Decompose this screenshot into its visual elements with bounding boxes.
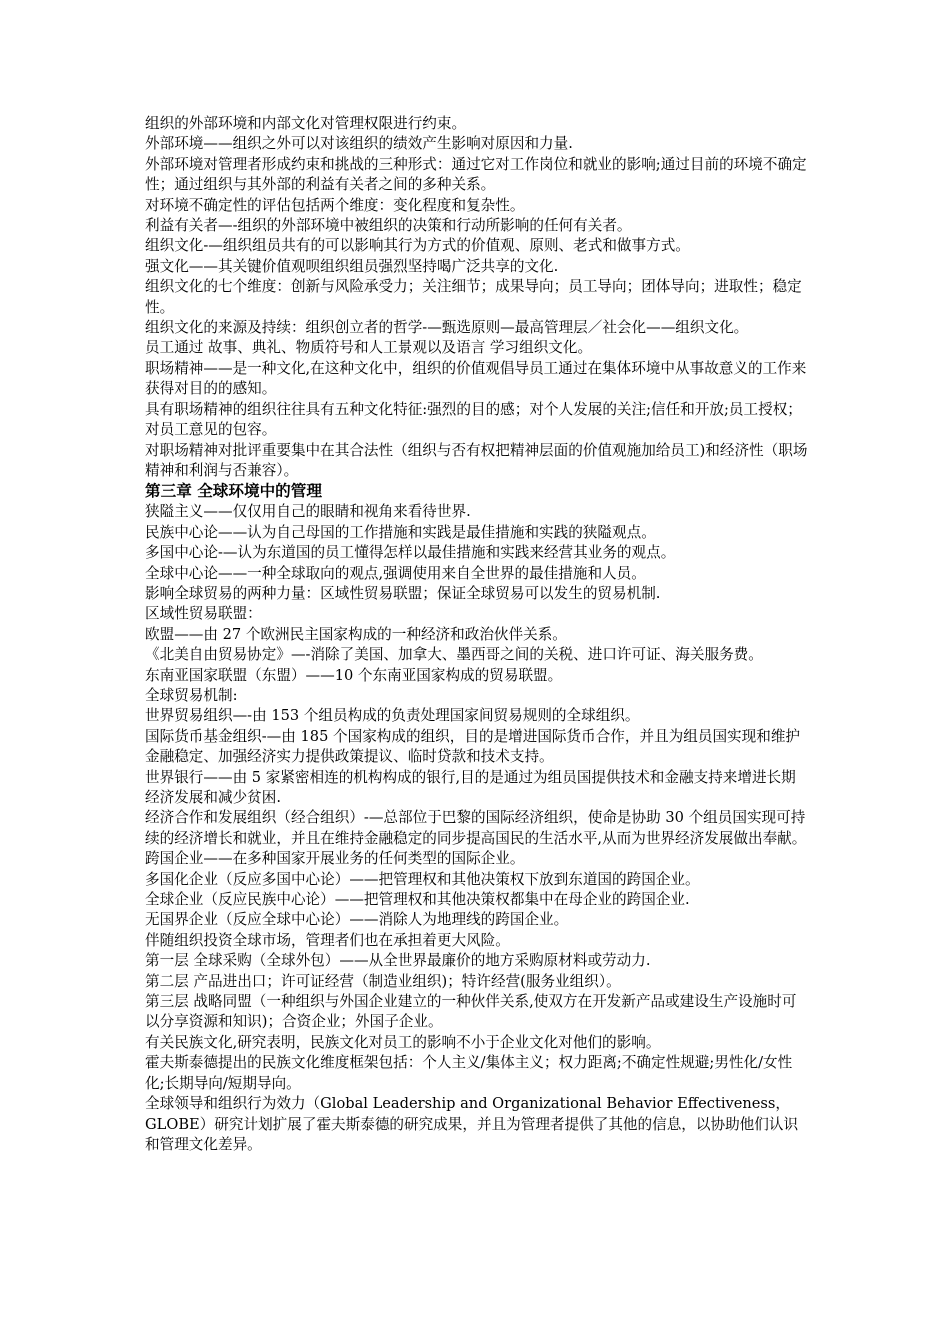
paragraph: 多国中心论-—认为东道国的员工懂得怎样以最佳措施和实践来经营其业务的观点。 [145, 544, 676, 562]
paragraph: 职场精神——是一种文化,在这种文化中，组织的价值观倡导员工通过在集体环境中从事故意义的工作来获得对目的的感知。 [145, 359, 807, 398]
paragraph: 外部环境对管理者形成约束和挑战的三种形式：通过它对工作岗位和就业的影响;通过目前的环境不确定性；通过组织与其外部的利益有关者之间的多种关系。 [145, 155, 807, 194]
paragraph: 影响全球贸易的两种力量：区域性贸易联盟；保证全球贸易可以发生的贸易机制. [145, 584, 661, 602]
paragraph: 全球领导和组织行为效力（Global Leadership and Organizational Behavior Effectiveness，GLOBE）研究计划扩展了霍夫斯泰德的研究成果，并且为管理者提供了其他的信息，以协助他们认识和管理文化差异。 [145, 1095, 799, 1153]
paragraph: 组织文化-—组织组员共有的可以影响其行为方式的价值观、原则、老式和做事方式。 [145, 237, 690, 255]
paragraph: 东南亚国家联盟（东盟）——10 个东南亚国家构成的贸易联盟。 [145, 666, 563, 684]
paragraph: 组织文化的来源及持续：组织创立者的哲学-—甄选原则—最高管理层／社会化——组织文化。 [145, 319, 749, 337]
paragraph: 区域性贸易联盟： [145, 605, 262, 623]
paragraph: 组织的外部环境和内部文化对管理权限进行约束。 [145, 115, 467, 132]
paragraph: 组织文化的七个维度：创新与风险承受力；关注细节；成果导向；员工导向；团体导向；进取性；稳定性。 [145, 278, 802, 316]
paragraph: 对环境不确定性的评估包括两个维度：变化程度和复杂性。 [145, 196, 525, 214]
paragraph: 对职场精神对批评重要集中在其合法性（组织与否有权把精神层面的价值观施加给员工)和经济性（职场精神和利润与否兼容）。 [145, 441, 808, 479]
paragraph: 经济合作和发展组织（经合组织）-—总部位于巴黎的国际经济组织，使命是协助 30 个组员国实现可持续的经济增长和就业，并且在维持金融稳定的同步提高国民的生活水平,从而为世界经济发展做出奉献。 [145, 809, 807, 847]
paragraph: 《北美自由贸易协定》—-消除了美国、加拿大、墨西哥之间的关税、进口许可证、海关服务费。 [145, 646, 763, 664]
chapter-heading: 第三章 全球环境中的管理 [145, 482, 322, 501]
paragraph: 有关民族文化,研究表明，民族文化对员工的影响不小于企业文化对他们的影响。 [145, 1033, 661, 1051]
body-text-after [145, 502, 810, 1155]
paragraph: 第一层 全球采购（全球外包）——从全世界最廉价的地方采购原材料或劳动力. [145, 952, 651, 970]
paragraph: 世界银行——由 5 家紧密相连的机构构成的银行,目的是通过为组员国提供技术和金融支持来增进长期经济发展和减少贫困. [145, 768, 796, 806]
paragraph: 无国界企业（反应全球中心论）——消除人为地理线的跨国企业。 [145, 911, 569, 929]
document-page [145, 114, 810, 1155]
paragraph: 欧盟——由 27 个欧洲民主国家构成的一种经济和政治伙伴关系。 [145, 625, 567, 643]
paragraph: 全球中心论——一种全球取向的观点,强调使用来自全世界的最佳措施和人员。 [145, 564, 646, 582]
paragraph: 狭隘主义——仅仅用自己的眼睛和视角来看待世界. [145, 503, 471, 521]
paragraph: 具有职场精神的组织往往具有五种文化特征:强烈的目的感；对个人发展的关注;信任和开放;员工授权；对员工意见的包容。 [145, 400, 802, 439]
paragraph: 世界贸易组织—-由 153 个组员构成的负责处理国家间贸易规则的全球组织。 [145, 707, 640, 725]
paragraph: 国际货币基金组织-—由 185 个国家构成的组织，目的是增进国际货币合作，并且为组员国实现和维护金融稳定、加强经济实力提供政策提议、临时贷款和技术支持。 [145, 727, 801, 766]
paragraph: 第二层 产品进出口；许可证经营（制造业组织)；特许经营(服务业组织）。 [145, 972, 621, 990]
paragraph: 霍夫斯泰德提出的民族文化维度框架包括：个人主义/集体主义；权力距离;不确定性规避;男性化/女性化;长期导向/短期导向。 [145, 1054, 793, 1092]
paragraph: 民族中心论——认为自己母国的工作措施和实践是最佳措施和实践的狭隘观点。 [145, 523, 656, 541]
paragraph: 全球企业（反应民族中心论）——把管理权和其他决策权都集中在母企业的跨国企业. [145, 891, 690, 909]
paragraph: 跨国企业——在多种国家开展业务的任何类型的国际企业。 [145, 850, 525, 868]
body-text-before [145, 114, 810, 481]
paragraph: 全球贸易机制: [145, 686, 238, 704]
paragraph: 多国化企业（反应多国中心论）——把管理权和其他决策权下放到东道国的跨国企业。 [145, 870, 700, 888]
paragraph: 伴随组织投资全球市场，管理者们也在承担着更大风险。 [145, 931, 510, 949]
paragraph: 强文化——其关键价值观呗组织组员强烈坚持喝广泛共享的文化. [145, 257, 559, 275]
paragraph: 员工通过 故事、典礼、物质符号和人工景观以及语言 学习组织文化。 [145, 339, 593, 357]
paragraph: 外部环境——组织之外可以对该组织的绩效产生影响对原因和力量. [145, 135, 573, 153]
paragraph: 利益有关者—-组织的外部环境中被组织的决策和行动所影响的任何有关者。 [145, 217, 632, 235]
paragraph: 第三层 战略同盟（一种组织与外国企业建立的一种伙伴关系,使双方在开发新产品或建设生产设施时可以分享资源和知识)；合资企业；外国子企业。 [145, 993, 797, 1031]
